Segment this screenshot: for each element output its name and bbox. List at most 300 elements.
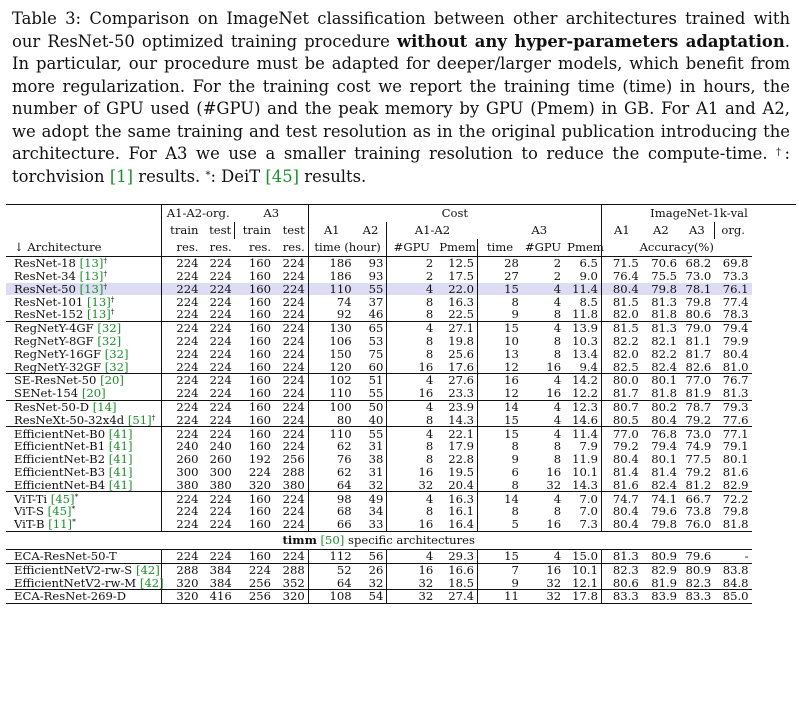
- value-cell: 78.1: [680, 283, 714, 296]
- value-cell: 260: [209, 452, 232, 467]
- value-cell: 300: [209, 465, 232, 479]
- value-cell: 224: [282, 517, 305, 532]
- value-cell: 8: [553, 452, 562, 467]
- table-row: [6, 590, 796, 604]
- value-cell: 224: [209, 256, 232, 271]
- value-cell: 79.4: [651, 439, 678, 454]
- citation-link[interactable]: [32]: [104, 346, 129, 361]
- citation-link[interactable]: [41]: [108, 426, 133, 441]
- value-cell: 416: [201, 590, 234, 604]
- value-cell: 73.3: [722, 269, 749, 284]
- architecture-name: ResNet-34: [14, 269, 76, 284]
- table-row: [6, 492, 796, 505]
- value-cell: 2: [387, 270, 436, 283]
- value-cell: 10: [478, 335, 522, 348]
- value-cell: 320: [161, 576, 201, 589]
- header-architecture[interactable]: ↓ Architecture: [6, 239, 161, 257]
- value-cell: 79.2: [601, 440, 641, 453]
- value-cell: 224: [282, 439, 305, 454]
- architecture-name: RegNetY-4GF: [14, 321, 94, 336]
- value-cell: 16.4: [448, 517, 475, 532]
- value-cell: 16: [546, 359, 562, 374]
- citation-link[interactable]: [32]: [97, 334, 122, 349]
- value-cell: 82.9: [642, 563, 680, 576]
- value-cell: 224: [282, 294, 305, 309]
- section-title-cite[interactable]: [50]: [320, 533, 345, 548]
- table-row: [6, 360, 796, 373]
- value-cell: 224: [274, 283, 308, 296]
- value-cell: 9.0: [579, 269, 598, 284]
- value-cell: 224: [201, 321, 234, 334]
- architecture-cell: [6, 308, 161, 321]
- header-res-3: res.: [235, 239, 274, 257]
- value-cell: 69.8: [722, 256, 749, 271]
- architecture-name: ViT-B: [14, 517, 45, 532]
- value-cell: 31: [368, 439, 384, 454]
- value-cell: 100: [308, 400, 354, 413]
- value-cell: 8: [553, 307, 562, 322]
- value-cell: 80.4: [722, 346, 749, 361]
- value-cell: 11.8: [572, 307, 598, 322]
- value-cell: 12.5: [448, 256, 475, 271]
- value-cell: 224: [274, 321, 308, 334]
- table-row: [6, 427, 796, 440]
- header-pmem: Pmem: [436, 239, 477, 257]
- value-cell: 74.1: [642, 492, 680, 505]
- value-cell: 224: [161, 400, 201, 413]
- table-row: [6, 505, 796, 518]
- value-cell: 76.1: [714, 283, 751, 296]
- table-row: [6, 479, 796, 492]
- value-cell: 80.4: [601, 505, 641, 518]
- value-cell: 110: [308, 283, 354, 296]
- value-cell: 28: [478, 257, 522, 270]
- architecture-name: SE-ResNet-50: [14, 373, 97, 388]
- value-cell: 19.8: [448, 334, 475, 349]
- architecture-cell: [6, 283, 161, 296]
- table-caption: [12, 8, 790, 188]
- architecture-name: ECA-ResNet-50-T: [14, 548, 117, 563]
- value-cell: 7.0: [564, 492, 601, 505]
- table-row: [6, 335, 796, 348]
- source-marker: †: [110, 307, 115, 317]
- value-cell: 240: [209, 439, 232, 454]
- citation-link[interactable]: [13]: [79, 256, 104, 271]
- section-title-bold: timm: [282, 533, 317, 548]
- value-cell: 82.0: [601, 308, 641, 321]
- value-cell: 7.3: [579, 517, 598, 532]
- value-cell: 81.1: [685, 334, 712, 349]
- value-cell: 224: [161, 374, 201, 387]
- section-title-row: [6, 531, 796, 549]
- value-cell: 54: [355, 590, 387, 604]
- value-cell: 15: [478, 321, 522, 334]
- header-a3-res: A3: [235, 205, 309, 223]
- value-cell: 17.5: [448, 269, 475, 284]
- citation-link[interactable]: [11]: [48, 517, 73, 532]
- value-cell: 46: [368, 307, 384, 322]
- architecture-name: EfficientNetV2-rw-S: [14, 562, 133, 577]
- value-cell: 7: [478, 563, 522, 576]
- value-cell: 82.6: [685, 359, 712, 374]
- value-cell: 80.0: [601, 374, 641, 387]
- value-cell: 32: [387, 590, 436, 604]
- value-cell: 224: [161, 518, 201, 531]
- header-accuracy: Accuracy(%): [601, 239, 751, 257]
- header-train: train: [161, 222, 201, 239]
- value-cell: 32: [522, 590, 564, 604]
- value-cell: 22.1: [436, 427, 477, 440]
- caption-cite-torchvision[interactable]: [1]: [109, 166, 134, 186]
- value-cell: 130: [308, 321, 354, 334]
- value-cell: -: [714, 549, 751, 563]
- value-cell: 78.7: [680, 400, 714, 413]
- value-cell: 224: [274, 400, 308, 413]
- value-cell: 81.9: [685, 386, 712, 401]
- value-cell: 81.3: [722, 386, 749, 401]
- architecture-cell: [6, 400, 161, 413]
- value-cell: 17.8: [564, 590, 601, 604]
- architecture-name: EfficientNet-B2: [14, 452, 106, 467]
- value-cell: 224: [209, 517, 232, 532]
- value-cell: 92: [308, 308, 354, 321]
- value-cell: 70.6: [651, 256, 678, 271]
- value-cell: 68: [308, 505, 354, 518]
- value-cell: 73.8: [685, 504, 712, 519]
- value-cell: 32: [387, 576, 436, 589]
- source-marker: †: [110, 294, 115, 304]
- value-cell: 4: [522, 400, 564, 413]
- value-cell: 224: [248, 465, 272, 479]
- value-cell: 8: [478, 479, 522, 492]
- header-train-a3: train: [235, 222, 274, 239]
- value-cell: 10.1: [572, 465, 598, 479]
- value-cell: 8: [553, 346, 562, 361]
- value-cell: 224: [201, 427, 234, 440]
- architecture-name: RegNetY-16GF: [14, 346, 102, 361]
- value-cell: 81.9: [651, 575, 678, 590]
- value-cell: 224: [209, 412, 232, 427]
- value-cell: 68.2: [685, 256, 712, 271]
- value-cell: 224: [209, 294, 232, 309]
- value-cell: 77.5: [685, 452, 712, 467]
- value-cell: 27.1: [436, 321, 477, 334]
- value-cell: 79.8: [642, 283, 680, 296]
- table-row: [6, 440, 796, 453]
- value-cell: 224: [282, 307, 305, 322]
- value-cell: 15: [478, 414, 522, 427]
- value-cell: 80.4: [601, 283, 641, 296]
- value-cell: 8: [387, 295, 436, 308]
- value-cell: 8: [387, 453, 436, 466]
- architecture-cell: [6, 295, 161, 308]
- value-cell: 82.5: [601, 360, 641, 373]
- value-cell: 4: [522, 283, 564, 296]
- value-cell: 160: [235, 400, 274, 413]
- value-cell: 83.9: [642, 590, 680, 604]
- value-cell: 4: [522, 492, 564, 505]
- architecture-name: ViT-Ti: [14, 491, 48, 506]
- value-cell: 40: [368, 412, 384, 427]
- value-cell: 23.9: [436, 400, 477, 413]
- value-cell: 5: [478, 518, 522, 531]
- value-cell: 12.1: [572, 575, 598, 590]
- value-cell: 2: [553, 269, 562, 284]
- value-cell: 78.3: [722, 307, 749, 322]
- citation-link[interactable]: [41]: [108, 477, 133, 492]
- value-cell: 79.1: [722, 439, 749, 454]
- value-cell: 84.8: [722, 575, 749, 590]
- citation-link[interactable]: [13]: [79, 269, 104, 284]
- value-cell: 11.4: [564, 283, 601, 296]
- value-cell: 7.9: [579, 439, 598, 454]
- header-acc-a1: A1: [601, 222, 641, 239]
- value-cell: 8: [387, 335, 436, 348]
- citation-link[interactable]: [20]: [81, 386, 106, 401]
- table-row: [6, 308, 796, 321]
- value-cell: 71.5: [601, 257, 641, 270]
- value-cell: 160: [248, 439, 272, 454]
- value-cell: 16: [387, 563, 436, 576]
- architecture-cell: [6, 427, 161, 440]
- value-cell: 4: [387, 492, 436, 505]
- value-cell: 224: [161, 387, 201, 400]
- citation-link[interactable]: [13]: [79, 281, 104, 296]
- value-cell: 320: [248, 477, 272, 492]
- citation-link[interactable]: [14]: [92, 400, 117, 415]
- value-cell: 224: [161, 283, 201, 296]
- citation-link[interactable]: [13]: [86, 294, 111, 309]
- value-cell: 66: [308, 518, 354, 531]
- value-cell: 32: [546, 575, 562, 590]
- architecture-name: EfficientNetV2-rw-M: [14, 575, 137, 590]
- architecture-cell: [6, 563, 161, 576]
- value-cell: 15: [478, 427, 522, 440]
- citation-link[interactable]: [42]: [139, 575, 164, 590]
- citation-link[interactable]: [41]: [108, 439, 133, 454]
- value-cell: 81.0: [722, 359, 749, 374]
- header-row-units: [6, 239, 796, 257]
- value-cell: 160: [235, 283, 274, 296]
- value-cell: 4: [522, 374, 564, 387]
- value-cell: 108: [308, 590, 354, 604]
- value-cell: 73.0: [680, 427, 714, 440]
- header-acc-a2: A2: [653, 223, 669, 238]
- caption-bold: without any hyper-parameters adaptation: [396, 31, 785, 51]
- value-cell: 224: [209, 359, 232, 374]
- architecture-name: ResNet-152: [14, 307, 84, 322]
- caption-text-6: results.: [304, 166, 367, 186]
- value-cell: 224: [274, 492, 308, 505]
- value-cell: 8: [478, 295, 522, 308]
- source-marker: †: [103, 281, 108, 291]
- table-row: [6, 563, 796, 576]
- value-cell: 66.7: [680, 492, 714, 505]
- architecture-name: EfficientNet-B0: [14, 426, 106, 441]
- value-cell: 32: [368, 575, 384, 590]
- architecture-cell: [6, 321, 161, 334]
- value-cell: 224: [201, 549, 234, 563]
- value-cell: 15: [478, 549, 522, 563]
- value-cell: 9.4: [579, 359, 598, 374]
- value-cell: 224: [282, 504, 305, 519]
- value-cell: 4: [387, 321, 436, 334]
- architecture-cell: [6, 466, 161, 479]
- value-cell: 160: [248, 517, 272, 532]
- value-cell: 26: [355, 563, 387, 576]
- value-cell: 120: [308, 360, 354, 373]
- value-cell: 16: [387, 466, 436, 479]
- citation-link[interactable]: [45]: [47, 504, 72, 519]
- value-cell: 76.7: [714, 374, 751, 387]
- value-cell: 80.4: [601, 518, 641, 531]
- value-cell: 16: [387, 518, 436, 531]
- value-cell: 80.4: [651, 412, 678, 427]
- value-cell: 224: [209, 386, 232, 401]
- value-cell: 160: [248, 359, 272, 374]
- value-cell: 224: [161, 427, 201, 440]
- value-cell: 52: [308, 563, 354, 576]
- header-acc-a3: A3: [689, 223, 705, 238]
- header-test: test: [209, 223, 232, 238]
- value-cell: 80.1: [651, 452, 678, 467]
- value-cell: 49: [355, 492, 387, 505]
- value-cell: 80.9: [642, 549, 680, 563]
- value-cell: 4: [522, 321, 564, 334]
- value-cell: 224: [274, 374, 308, 387]
- table-row: [6, 387, 796, 400]
- value-cell: 4: [387, 400, 436, 413]
- value-cell: 224: [161, 335, 201, 348]
- value-cell: 224: [161, 505, 201, 518]
- header-a2: A2: [362, 223, 379, 238]
- value-cell: 160: [248, 412, 272, 427]
- value-cell: 110: [308, 427, 354, 440]
- value-cell: 8: [553, 504, 562, 519]
- header-a3-cost: A3: [531, 223, 548, 238]
- value-cell: 224: [161, 270, 201, 283]
- value-cell: 380: [282, 477, 305, 492]
- value-cell: 12: [478, 387, 522, 400]
- value-cell: 224: [209, 307, 232, 322]
- value-cell: 224: [161, 414, 201, 427]
- value-cell: 27.4: [436, 590, 477, 604]
- citation-link[interactable]: [45]: [50, 491, 75, 506]
- citation-link[interactable]: [13]: [86, 307, 111, 322]
- citation-link[interactable]: [41]: [108, 465, 133, 479]
- value-cell: 380: [209, 477, 232, 492]
- value-cell: 224: [209, 504, 232, 519]
- value-cell: 76.0: [685, 517, 712, 532]
- value-cell: 93: [368, 269, 384, 284]
- architecture-name: EfficientNet-B1: [14, 439, 106, 454]
- value-cell: 10.1: [564, 563, 601, 576]
- value-cell: 37: [368, 294, 384, 309]
- value-cell: 224: [282, 346, 305, 361]
- value-cell: 72.2: [714, 492, 751, 505]
- caption-text-3: : torchvision: [12, 144, 790, 186]
- value-cell: 4: [387, 283, 436, 296]
- architecture-cell: [6, 453, 161, 466]
- value-cell: 74.7: [601, 492, 641, 505]
- value-cell: 160: [235, 374, 274, 387]
- value-cell: 380: [161, 479, 201, 492]
- value-cell: 11.4: [564, 427, 601, 440]
- value-cell: 25.6: [448, 346, 475, 361]
- value-cell: 18.5: [448, 575, 475, 590]
- value-cell: 80.1: [722, 452, 749, 467]
- header-time: time: [478, 239, 522, 257]
- citation-link[interactable]: [42]: [135, 562, 160, 577]
- value-cell: 79.2: [685, 465, 712, 479]
- value-cell: 20.4: [448, 477, 475, 492]
- citation-link[interactable]: [41]: [108, 452, 133, 467]
- value-cell: 82.3: [685, 575, 712, 590]
- citation-link[interactable]: [32]: [97, 321, 122, 336]
- value-cell: 79.2: [685, 412, 712, 427]
- value-cell: 160: [235, 549, 274, 563]
- value-cell: 83.8: [714, 563, 751, 576]
- value-cell: 79.0: [680, 321, 714, 334]
- value-cell: 80.9: [680, 563, 714, 576]
- value-cell: 192: [248, 452, 272, 467]
- value-cell: 224: [201, 283, 234, 296]
- value-cell: 81.8: [651, 386, 678, 401]
- header-time-hour: time (hour): [308, 239, 387, 257]
- citation-link[interactable]: [51]: [127, 412, 152, 427]
- value-cell: 8: [387, 440, 436, 453]
- value-cell: 32: [387, 479, 436, 492]
- value-cell: 79.8: [685, 294, 712, 309]
- value-cell: 13.9: [564, 321, 601, 334]
- value-cell: 224: [274, 549, 308, 563]
- citation-link[interactable]: [20]: [100, 373, 124, 388]
- citation-link[interactable]: [32]: [104, 359, 129, 374]
- value-cell: 79.6: [651, 504, 678, 519]
- value-cell: 224: [282, 386, 305, 401]
- value-cell: 9: [478, 576, 522, 589]
- value-cell: 8: [387, 414, 436, 427]
- value-cell: 16: [546, 465, 562, 479]
- value-cell: 186: [308, 270, 354, 283]
- header-cost: Cost: [308, 205, 601, 223]
- value-cell: 12: [478, 360, 522, 373]
- value-cell: 14.6: [572, 412, 598, 427]
- table-row: [6, 257, 796, 270]
- value-cell: 11: [478, 590, 522, 604]
- value-cell: 224: [161, 308, 201, 321]
- value-cell: 79.3: [714, 400, 751, 413]
- value-cell: 80.6: [601, 576, 641, 589]
- value-cell: 81.6: [601, 479, 641, 492]
- value-cell: 16.6: [436, 563, 477, 576]
- value-cell: 77.1: [714, 427, 751, 440]
- value-cell: 74.9: [685, 439, 712, 454]
- table-row: [6, 549, 796, 563]
- value-cell: 73.0: [685, 269, 712, 284]
- value-cell: 6: [478, 466, 522, 479]
- value-cell: 2: [553, 256, 562, 271]
- header-res-2: res.: [201, 239, 234, 257]
- section-title: [6, 531, 752, 549]
- value-cell: 256: [282, 452, 305, 467]
- value-cell: 14.3: [572, 477, 598, 492]
- value-cell: 8: [387, 308, 436, 321]
- value-cell: 17.6: [448, 359, 475, 374]
- value-cell: 224: [209, 269, 232, 284]
- caption-cite-deit[interactable]: [45]: [265, 166, 300, 186]
- header-a1a2org: A1-A2-org.: [161, 205, 235, 223]
